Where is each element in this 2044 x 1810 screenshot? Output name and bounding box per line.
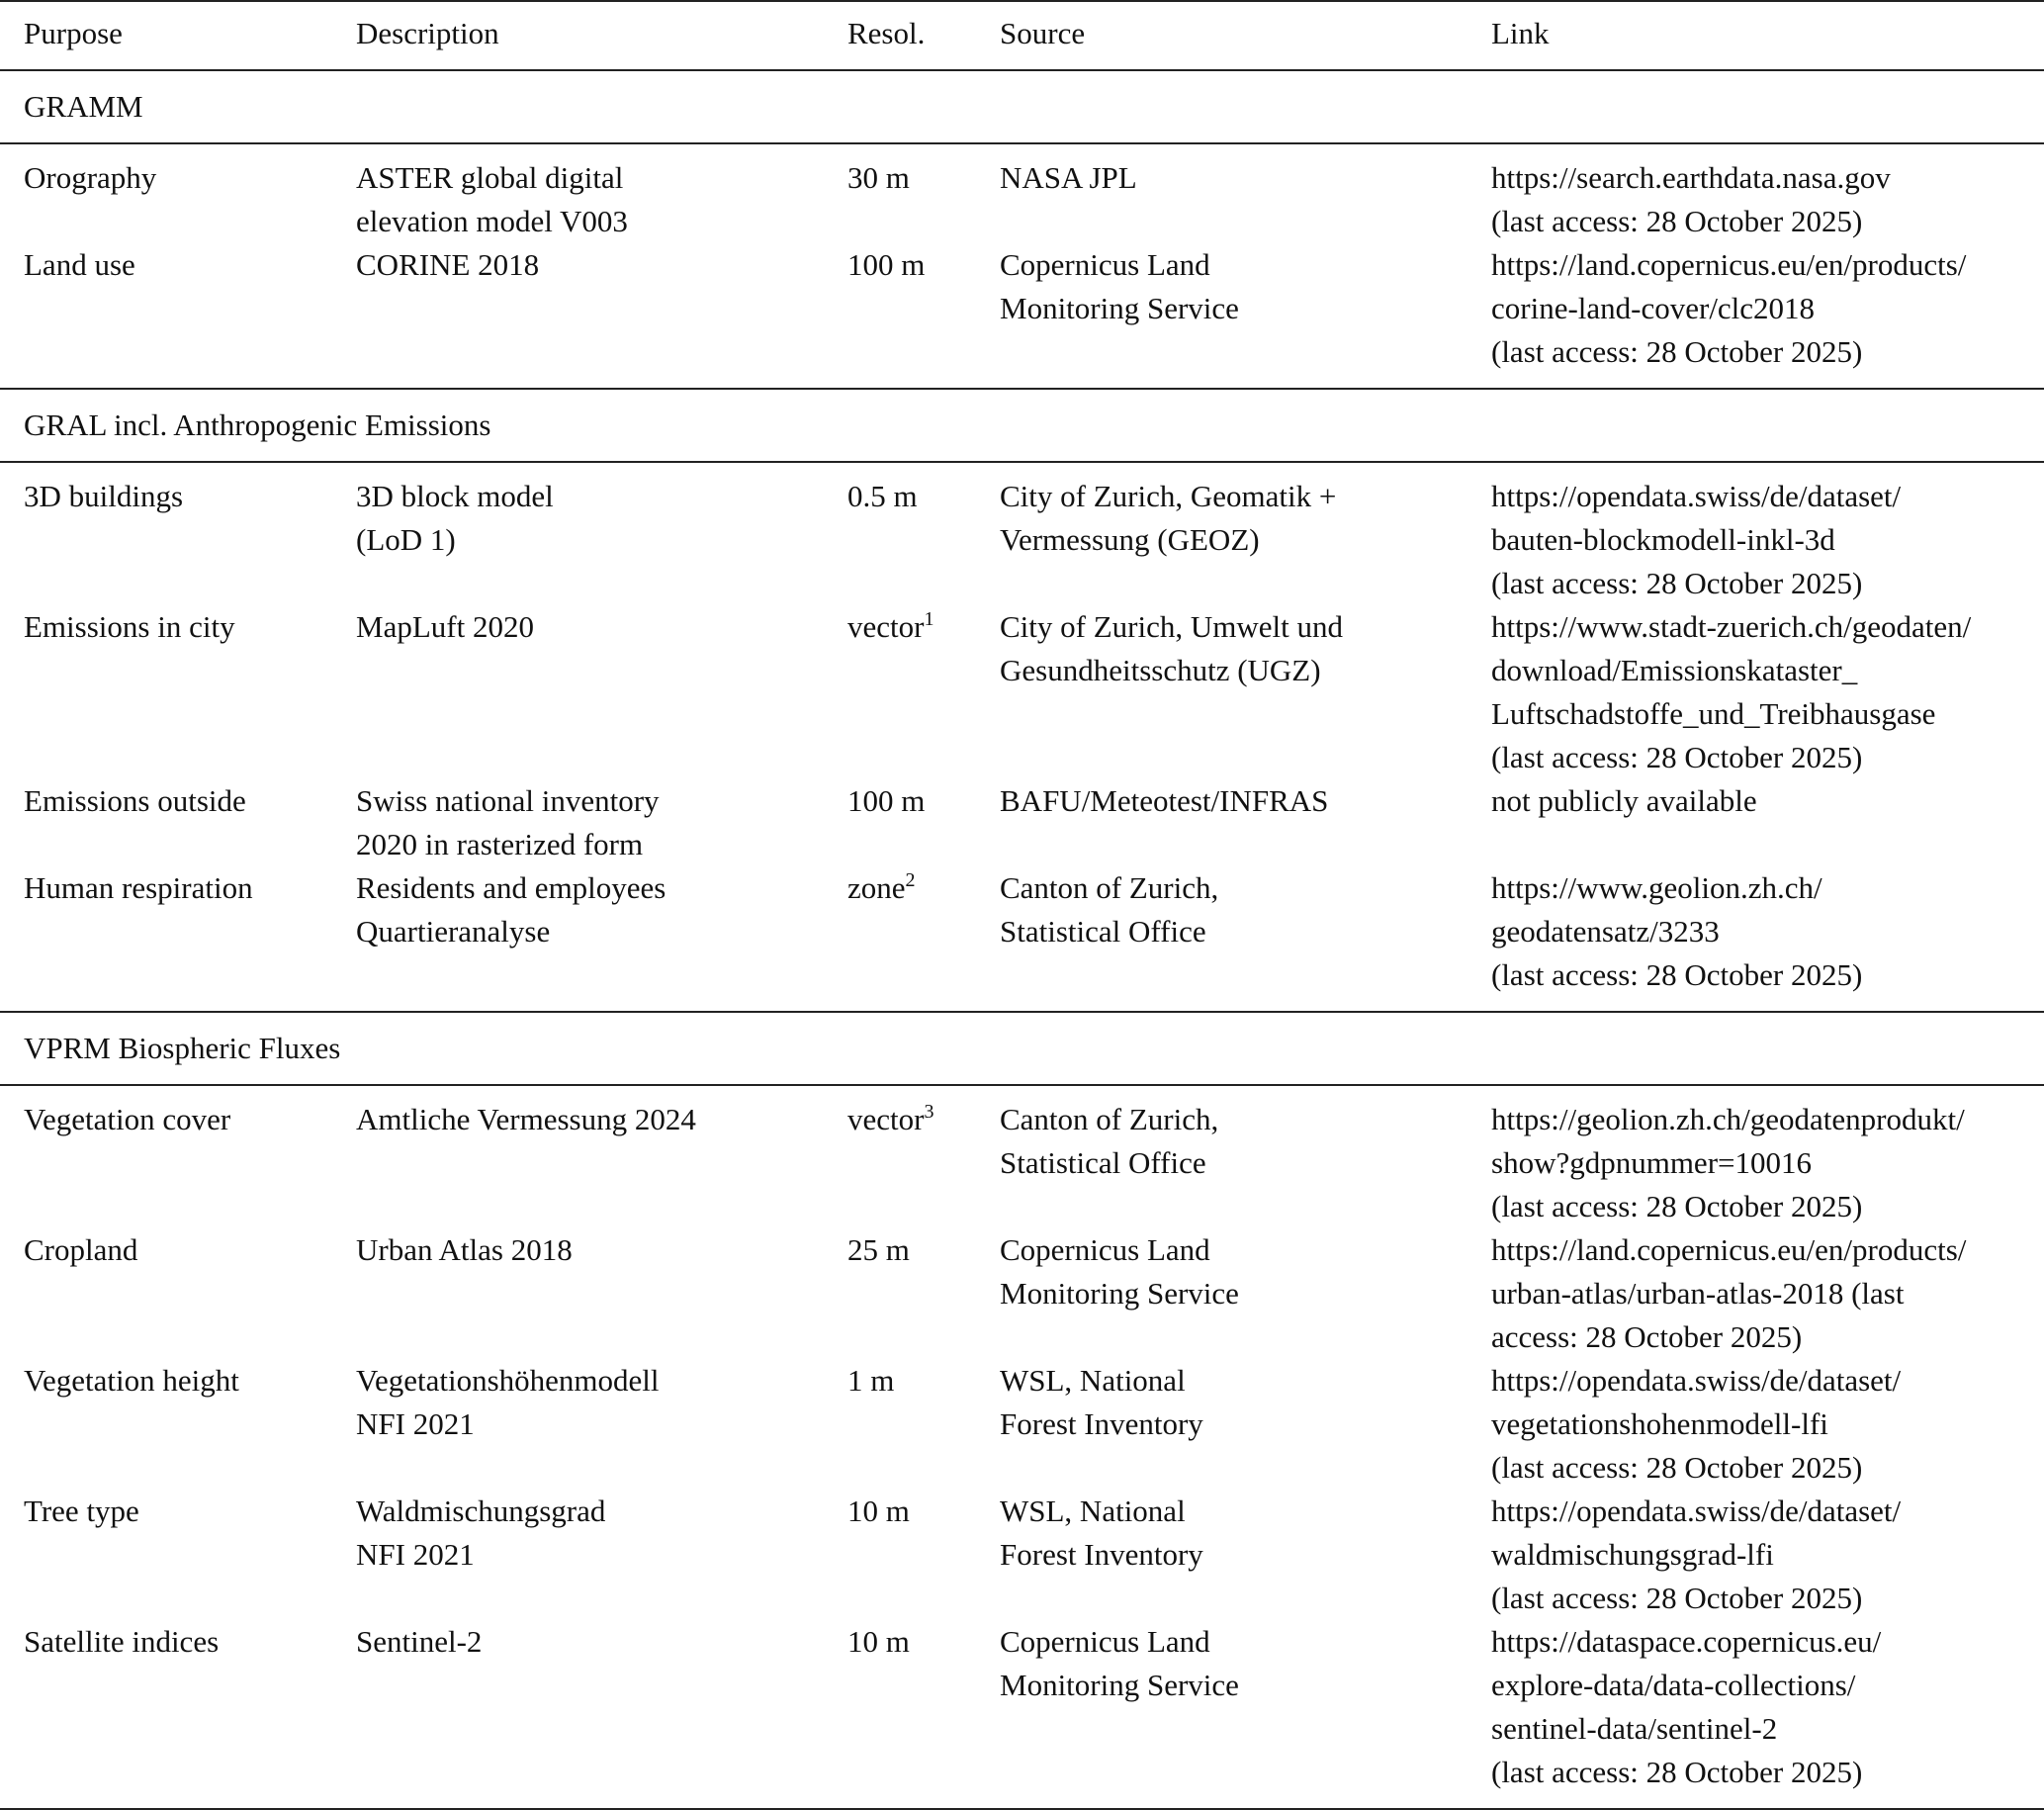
column-header-resolution: Resol.	[847, 16, 926, 50]
resolution-cell	[847, 866, 1000, 997]
purpose-cell: Emissions in city	[24, 609, 235, 644]
resolution-cell	[847, 156, 1000, 243]
header-row	[0, 2, 2044, 69]
purpose-cell: Land use	[24, 247, 135, 282]
column-header-link: Link	[1491, 16, 1550, 50]
link-cell[interactable]: https://dataspace.copernicus.eu/ explore-data/data-collections/ sentinel-data/sentinel-2 (last access: 28 October 2025)	[1491, 1624, 1882, 1789]
resolution-cell	[847, 779, 1000, 866]
source-cell: Copernicus Land Monitoring Service	[1000, 1624, 1239, 1702]
column-header-source: Source	[1000, 16, 1086, 50]
section-title: GRAMM	[24, 89, 143, 124]
link-cell[interactable]: https://land.copernicus.eu/en/products/ corine-land-cover/clc2018 (last access: 28 October 2025)	[1491, 247, 1967, 369]
table-row	[0, 156, 2044, 243]
link-cell[interactable]: https://geolion.zh.ch/geodatenprodukt/ show?gdpnummer=10016 (last access: 28 October 2025)	[1491, 1102, 1965, 1223]
purpose-cell: Tree type	[24, 1493, 139, 1528]
purpose-cell: Vegetation height	[24, 1363, 239, 1398]
link-cell[interactable]: https://opendata.swiss/de/dataset/ bauten-blockmodell-inkl-3d (last access: 28 October 2025)	[1491, 479, 1902, 600]
description-cell: Swiss national inventory 2020 in rasterized form	[356, 783, 660, 861]
footnote-marker: 2	[905, 869, 916, 891]
link-cell[interactable]: https://www.geolion.zh.ch/ geodatensatz/3233 (last access: 28 October 2025)	[1491, 870, 1863, 992]
resolution-cell	[847, 1620, 1000, 1794]
link-cell[interactable]: https://opendata.swiss/de/dataset/ waldmischungsgrad-lfi (last access: 28 October 2025)	[1491, 1493, 1902, 1615]
table-row	[0, 1098, 2044, 1228]
description-cell: Urban Atlas 2018	[356, 1232, 573, 1267]
column-header-description: Description	[356, 16, 499, 50]
source-cell: City of Zurich, Geomatik + Vermessung (GEOZ)	[1000, 479, 1337, 557]
description-cell: CORINE 2018	[356, 247, 540, 282]
description-cell: Residents and employees Quartieranalyse	[356, 870, 667, 949]
table-row	[0, 243, 2044, 374]
resolution-value: 25 m	[847, 1232, 910, 1267]
section-title: VPRM Biospheric Fluxes	[24, 1031, 341, 1065]
footnote-marker: 1	[924, 608, 934, 630]
resolution-value: 1 m	[847, 1363, 895, 1398]
table-row	[0, 1359, 2044, 1490]
table-row	[0, 866, 2044, 997]
table-row	[0, 1620, 2044, 1794]
resolution-cell	[847, 605, 1000, 779]
resolution-cell	[847, 1098, 1000, 1228]
table-body	[0, 71, 2044, 1810]
source-cell: Copernicus Land Monitoring Service	[1000, 1232, 1239, 1311]
resolution-value: 100 m	[847, 783, 926, 818]
resolution-cell	[847, 1359, 1000, 1490]
resolution-cell	[847, 475, 1000, 605]
source-cell: City of Zurich, Umwelt und Gesundheitsschutz (UGZ)	[1000, 609, 1343, 687]
description-cell: Waldmischungsgrad NFI 2021	[356, 1493, 606, 1572]
source-cell: Copernicus Land Monitoring Service	[1000, 247, 1239, 325]
section-rows	[0, 1086, 2044, 1808]
resolution-value: 0.5 m	[847, 479, 918, 513]
purpose-cell: Cropland	[24, 1232, 138, 1267]
table-row	[0, 605, 2044, 779]
source-cell: NASA JPL	[1000, 160, 1137, 195]
purpose-cell: Vegetation cover	[24, 1102, 231, 1136]
resolution-value: 100 m	[847, 247, 926, 282]
table-row	[0, 779, 2044, 866]
description-cell: 3D block model (LoD 1)	[356, 479, 554, 557]
link-cell[interactable]: https://www.stadt-zuerich.ch/geodaten/ download/Emissionskataster_ Luftschadstoffe_und_Treibhausgase (last access: 28 October 2025)	[1491, 609, 1972, 774]
description-cell: Amtliche Vermessung 2024	[356, 1102, 696, 1136]
table-row	[0, 1490, 2044, 1620]
source-cell: Canton of Zurich, Statistical Office	[1000, 870, 1219, 949]
resolution-value: 10 m	[847, 1493, 910, 1528]
description-cell: Vegetationshöhenmodell NFI 2021	[356, 1363, 660, 1441]
section-rows	[0, 463, 2044, 1011]
resolution-cell	[847, 1228, 1000, 1359]
description-cell: Sentinel-2	[356, 1624, 483, 1659]
resolution-value: 30 m	[847, 160, 910, 195]
purpose-cell: Satellite indices	[24, 1624, 220, 1659]
table-row	[0, 1228, 2044, 1359]
footnote-marker: 3	[924, 1101, 934, 1123]
source-cell: WSL, National Forest Inventory	[1000, 1363, 1203, 1441]
purpose-cell: 3D buildings	[24, 479, 184, 513]
description-cell: ASTER global digital elevation model V003	[356, 160, 628, 238]
source-cell: BAFU/Meteotest/INFRAS	[1000, 783, 1329, 818]
purpose-cell: Human respiration	[24, 870, 253, 905]
table-row	[0, 475, 2044, 605]
resolution-value: vector	[847, 1102, 925, 1136]
section-title: GRAL incl. Anthropogenic Emissions	[24, 407, 491, 442]
description-cell: MapLuft 2020	[356, 609, 534, 644]
resolution-cell	[847, 243, 1000, 374]
source-cell: Canton of Zurich, Statistical Office	[1000, 1102, 1219, 1180]
resolution-value: vector	[847, 609, 925, 644]
resolution-value: 10 m	[847, 1624, 910, 1659]
resolution-value: zone	[847, 870, 906, 905]
purpose-cell: Emissions outside	[24, 783, 246, 818]
link-cell: not publicly available	[1491, 783, 1757, 818]
link-cell[interactable]: https://search.earthdata.nasa.gov (last access: 28 October 2025)	[1491, 160, 1891, 238]
link-cell[interactable]: https://opendata.swiss/de/dataset/ vegetationshohenmodell-lfi (last access: 28 October 2025)	[1491, 1363, 1902, 1485]
link-cell[interactable]: https://land.copernicus.eu/en/products/ urban-atlas/urban-atlas-2018 (last access: 28 October 2025)	[1491, 1232, 1967, 1354]
column-header-purpose: Purpose	[24, 16, 123, 50]
purpose-cell: Orography	[24, 160, 157, 195]
section-rows	[0, 144, 2044, 388]
source-cell: WSL, National Forest Inventory	[1000, 1493, 1203, 1572]
resolution-cell	[847, 1490, 1000, 1620]
